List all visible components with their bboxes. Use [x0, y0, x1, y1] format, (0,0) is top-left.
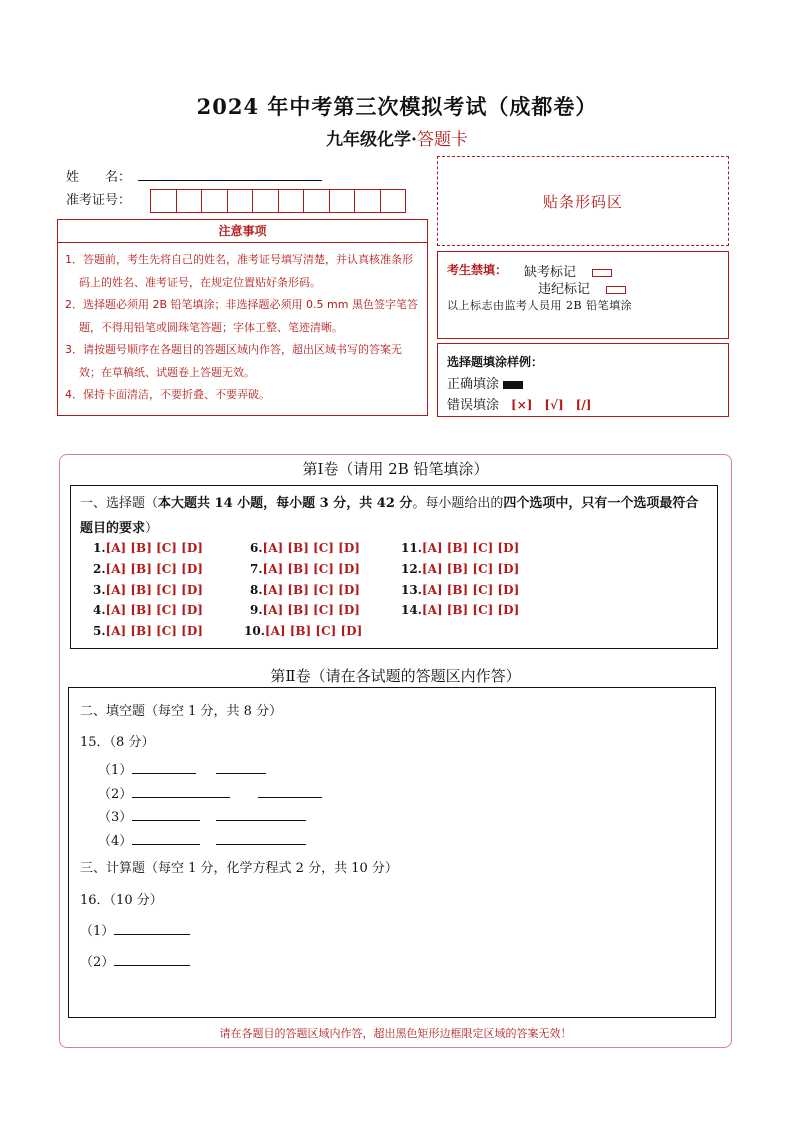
q15-part-label: （3） [98, 810, 133, 825]
q15-part-label: （2） [98, 787, 133, 802]
answer-blank[interactable] [114, 923, 190, 935]
notice-item: 2．选择题必须用 2B 铅笔填涂；非选择题必须用 0.5 mm 黑色签字笔答题，不得用铅笔或圆珠笔答题；字体工整、笔迹清晰。 [65, 298, 418, 334]
sample-title: 选择题填涂样例： [447, 355, 544, 369]
mc-row[interactable] [401, 603, 519, 617]
mc-number: 3. [93, 583, 106, 597]
q16-part-label: （1） [80, 924, 115, 939]
violation-mark-row [538, 278, 626, 297]
mc-row[interactable] [244, 624, 362, 638]
answer-blank[interactable] [216, 809, 306, 821]
id-digit-box[interactable] [354, 189, 381, 213]
mc-row[interactable] [250, 603, 360, 617]
mc-options[interactable]: [A] [B] [C] [D] [262, 541, 360, 555]
part2-title: 第Ⅱ卷（请在各试题的答题区内作答） [270, 667, 521, 685]
id-digit-box[interactable] [176, 189, 203, 213]
answer-blank[interactable] [216, 833, 306, 845]
mc-number: 11. [401, 541, 422, 555]
mc-intro-c: 。每小题给出的 [412, 496, 504, 511]
q15-part2-row [98, 783, 322, 802]
mc-options[interactable]: [A] [B] [C] [D] [105, 541, 203, 555]
q15-part-label: （4） [98, 834, 133, 849]
mc-options[interactable]: [A] [B] [C] [D] [105, 603, 203, 617]
mc-number: 13. [401, 583, 422, 597]
proctor-title: 考生禁填： [447, 263, 508, 277]
id-digit-box[interactable] [252, 189, 279, 213]
mc-number: 2. [93, 562, 106, 576]
filled-mark-icon [503, 381, 523, 389]
mc-number: 5. [93, 624, 106, 638]
mc-options[interactable]: [A] [B] [C] [D] [421, 583, 520, 597]
mc-row[interactable] [401, 541, 519, 555]
mc-number: 7. [250, 562, 263, 576]
mc-options[interactable]: [A] [B] [C] [D] [105, 624, 203, 638]
mc-number: 14. [401, 603, 422, 617]
notice-item: 3．请按题号顺序在各题目的答题区域内作答，超出区域书写的答案无效；在草稿纸、试题卷上答题无效。 [65, 343, 402, 379]
mc-number: 4. [93, 603, 106, 617]
violation-mark-label: 违纪标记 [538, 282, 591, 297]
mc-options[interactable]: [A] [B] [C] [D] [421, 603, 520, 617]
id-digit-box[interactable] [303, 189, 330, 213]
q15-part3-row [98, 806, 306, 825]
fill-sample-box [437, 343, 729, 417]
barcode-label: 贴条形码区 [542, 192, 623, 211]
mc-number: 10. [244, 624, 265, 638]
q15-part-label: （1） [98, 763, 133, 778]
id-number-boxes [151, 189, 406, 213]
mc-row[interactable] [93, 562, 203, 576]
mc-number: 8. [250, 583, 263, 597]
mc-instructions [80, 491, 710, 541]
mc-row[interactable] [93, 541, 203, 555]
answer-blank[interactable] [132, 786, 230, 798]
mc-options[interactable]: [A] [B] [C] [D] [262, 603, 360, 617]
fill-heading: 二、填空题（每空 1 分，共 8 分） [80, 704, 283, 719]
mc-options[interactable]: [A] [B] [C] [D] [264, 624, 363, 638]
sample-wrong-marks: [×] [√] [/] [511, 398, 592, 412]
mc-number: 6. [250, 541, 263, 555]
mc-row[interactable] [250, 541, 360, 555]
mc-row[interactable] [401, 583, 519, 597]
calc-heading: 三、计算题（每空 1 分，化学方程式 2 分，共 10 分） [80, 861, 398, 876]
notice-item: 4．保持卡面清洁，不要折叠、不要弄破。 [65, 388, 270, 401]
id-digit-box[interactable] [150, 189, 177, 213]
id-digit-box[interactable] [278, 189, 305, 213]
notice-item: 1．答题前，考生先将自己的姓名，准考证号填写清楚，并认真核准条形码上的姓名、准考证号，在规定位置贴好条形码。 [65, 253, 413, 289]
mc-row[interactable] [250, 583, 360, 597]
mc-row[interactable] [93, 624, 203, 638]
mc-intro-b: 本大题共 14 小题，每小题 3 分，共 42 分 [158, 496, 413, 511]
answer-blank[interactable] [258, 786, 322, 798]
sample-correct-label: 正确填涂 [447, 377, 500, 392]
mc-number: 12. [401, 562, 422, 576]
mc-options[interactable]: [A] [B] [C] [D] [262, 562, 360, 576]
proctor-only-box [437, 251, 729, 339]
answer-blank[interactable] [132, 809, 200, 821]
mc-options[interactable]: [A] [B] [C] [D] [105, 583, 203, 597]
id-digit-box[interactable] [227, 189, 254, 213]
sample-wrong-label: 错误填涂 [447, 398, 500, 413]
mc-row[interactable] [401, 562, 519, 576]
absent-mark-box[interactable] [592, 269, 612, 277]
q16-part-label: （2） [80, 955, 115, 970]
notice-box [57, 242, 428, 416]
mc-options[interactable]: [A] [B] [C] [D] [421, 562, 520, 576]
mc-number: 9. [250, 603, 263, 617]
q15-label: 15．（8 分） [80, 735, 155, 750]
id-digit-box[interactable] [201, 189, 228, 213]
mc-intro-e: ） [145, 521, 159, 536]
page-title: 2024 年中考第三次模拟考试（成都卷） [196, 94, 598, 119]
barcode-area [437, 156, 729, 246]
answer-blank[interactable] [216, 762, 266, 774]
q15-part4-row [98, 830, 306, 849]
mc-row[interactable] [93, 603, 203, 617]
q16-part2-row [80, 951, 190, 970]
page-subtitle [0, 125, 794, 150]
mc-options[interactable]: [A] [B] [C] [D] [421, 541, 520, 555]
mc-options[interactable]: [A] [B] [C] [D] [105, 562, 203, 576]
answer-blank[interactable] [132, 833, 200, 845]
mc-intro-a: 一、选择题（ [80, 496, 159, 511]
subtitle-accent: 答题卡 [416, 130, 468, 150]
id-label: 准考证号： [66, 193, 132, 208]
sample-wrong-row [447, 394, 591, 413]
subtitle-main: 九年级化学· [326, 130, 417, 150]
q16-label: 16．（10 分） [80, 893, 163, 908]
absent-mark-label: 缺考标记 [524, 265, 577, 280]
violation-mark-box[interactable] [606, 286, 626, 294]
part1-title: 第Ⅰ卷（请用 2B 铅笔填涂） [302, 460, 489, 478]
name-field[interactable] [138, 180, 322, 181]
mc-intro-d: 四个选项中，只有一个选项最符合题目的要求 [80, 496, 699, 536]
q16-part1-row [80, 920, 190, 939]
answer-blank[interactable] [132, 762, 196, 774]
mc-row[interactable] [93, 583, 203, 597]
name-label: 姓 名： [66, 170, 132, 185]
mc-row[interactable] [250, 562, 360, 576]
id-digit-box[interactable] [380, 189, 407, 213]
id-digit-box[interactable] [329, 189, 356, 213]
answer-blank[interactable] [114, 954, 190, 966]
footer-warning: 请在各题目的答题区域内作答，超出黑色矩形边框限定区域的答案无效！ [219, 1027, 572, 1040]
q15-part1-row [98, 759, 266, 778]
mc-number: 1. [93, 541, 106, 555]
sample-correct-row [447, 373, 523, 392]
proctor-note: 以上标志由监考人员用 2B 铅笔填涂 [447, 299, 633, 312]
mc-options[interactable]: [A] [B] [C] [D] [262, 583, 360, 597]
notice-heading: 注意事项 [57, 219, 428, 243]
